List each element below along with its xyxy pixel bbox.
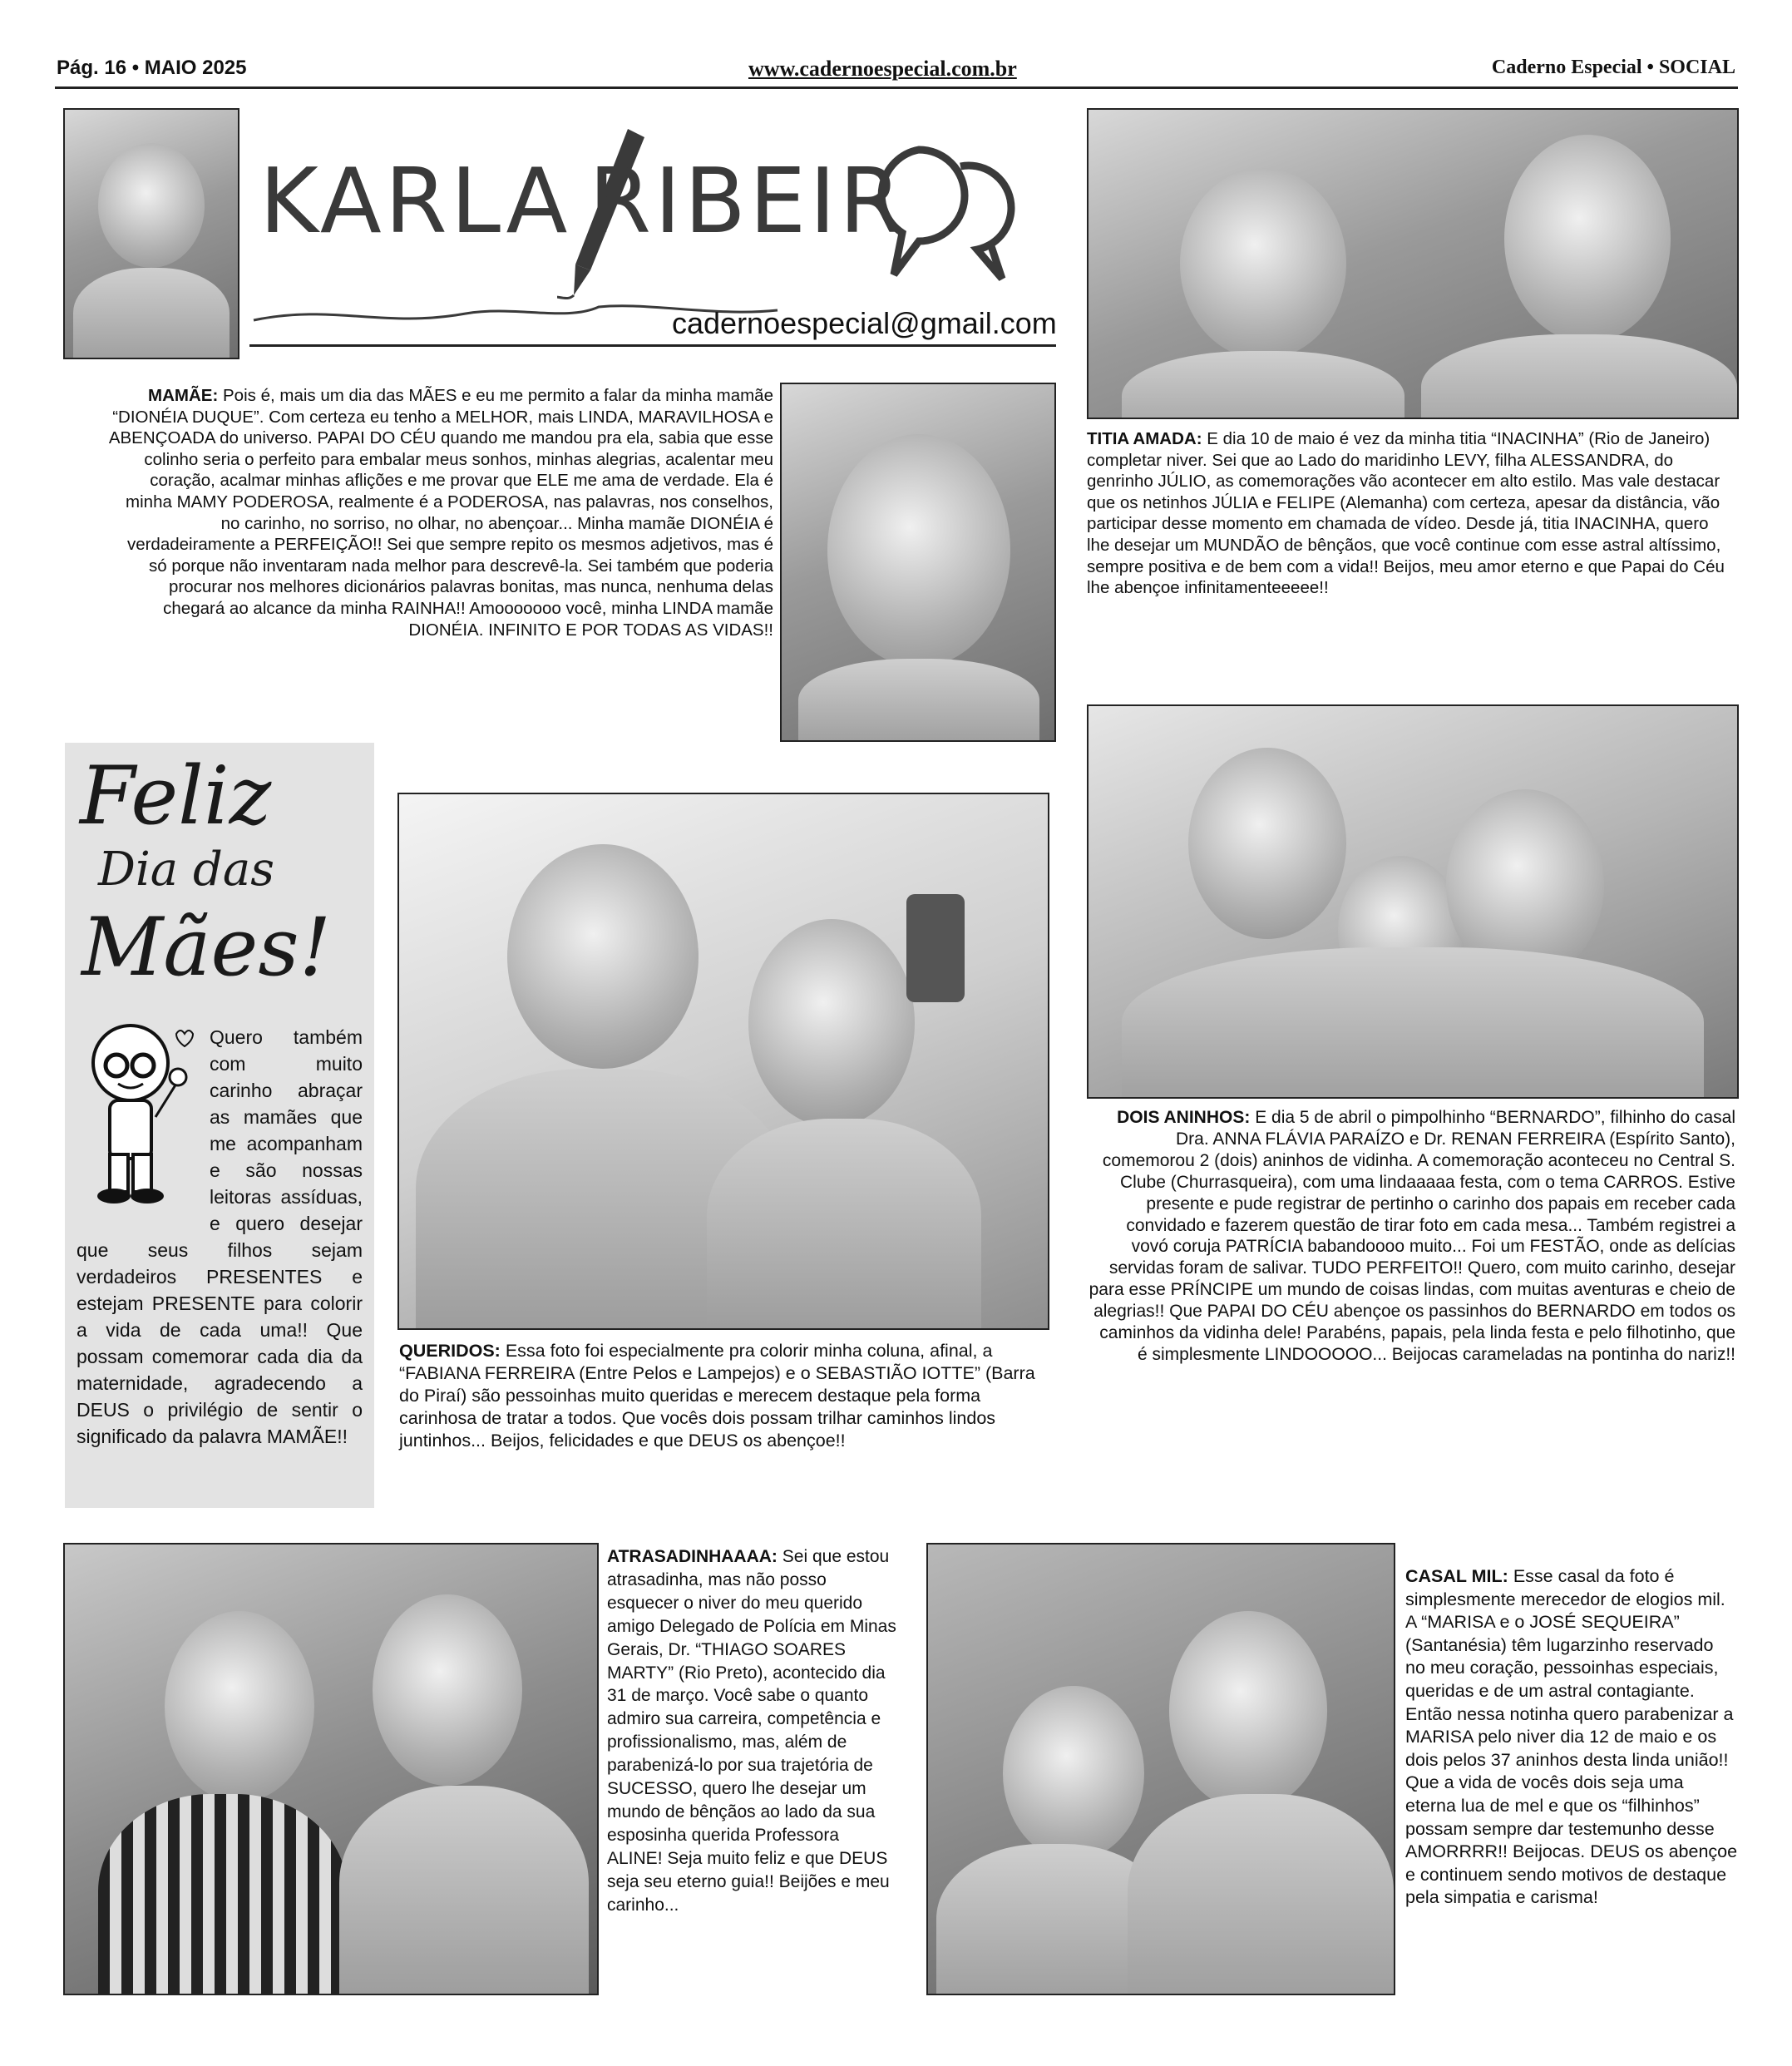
story-dois-text: E dia 5 de abril o pimpolhinho “BERNARDO”, filhinho do casal Dra. ANNA FLÁVIA PARAÍZO e Dr. RENAN FERREIRA (Espírito Santo), comemorou 2 (dois) aninhos de vidinha. A comemoração aconteceu no Central S. Clube (Churrasqueira), com uma lindaaaaa festa, com o tema CARROS. Estive presente e pude registrar de pertinho o carinho dos papais em receber cada convidado e fazerem questão de tirar foto em cada mesa... Também registrei a vovó coruja PATRÍCIA babandoooo muito... Foi um FESTÃO, onde as delícias servidas foram de salivar. TUDO PERFEITO!! Quero, com muito carinho, desejar para esse PRÍNCIPE um mundo de coisas lindas, com muitas aventuras e cheio de alegrias!! Que PAPAI DO CÉU abençoe os passinhos do BERNARDO em todos os caminhos da vidinha dele! Parabéns, papais, pela linda festa e pelo filhotinho, que é simplesmente LINDOOOOO... Beijocas carameladas na pontinha do nariz!! xyxy=(1089,1108,1735,1364)
story-mamae-title: MAMÃE: xyxy=(148,386,219,405)
story-mamae xyxy=(108,385,773,640)
story-casal-text: Esse casal da foto é simplesmente merecedor de elogios mil. A “MARISA e o JOSÉ SEQUEIRA” (Santanésia) têm lugarzinho reservado no meu coração, pessoinhas especiais, queridas e de um astral contagiante. Então nessa notinha quero parabenizar a MARISA pelo niver dia 12 de maio e os dois pelos 37 aninhos desta linda união!! Que a vida de vocês dois seja uma eterna lua de mel e que os “filhinhos” possam sempre dar testemunho desse AMORRRR!! Beijocas. DEUS os abençoe e continuem sendo motivos de destaque pela simpatia e carisma! xyxy=(1405,1566,1738,1908)
logo-last-name: RIBEIR xyxy=(589,150,906,254)
story-queridos-title: QUERIDOS: xyxy=(399,1341,501,1361)
story-titia-text: E dia 10 de maio é vez da minha titia “INACINHA” (Rio de Janeiro) completar niver. Sei que ao Lado do maridinho LEVY, filha ALESSANDRA, do genrinho JÚLIO, as comemorações vão acontecer em alto estilo. Mas vale destacar que os netinhos JÚLIA e FELIPE (Alemanha) com certeza, apesar da distância, vão participar desse momento em chamada de vídeo. Desde já, titia INACINHA, quero lhe desejar um MUNDÃO de bênçãos, que você continue com esse astral altíssimo, sempre positiva e de bem com a vida!! Beijos, meu amor eterno e que Papai do Céu lhe abençoe infinitamenteeeee!! xyxy=(1087,429,1725,598)
logo-first-name: KARLA xyxy=(259,150,571,254)
feliz-dia-das-maes-box xyxy=(65,743,374,1508)
photo-casal-mil xyxy=(926,1543,1395,1995)
speech-bubble-icon xyxy=(869,133,1019,283)
story-atrasadinha-title: ATRASADINHAAAA: xyxy=(607,1547,778,1566)
story-atrasadinha xyxy=(607,1545,898,1917)
story-casal-mil xyxy=(1405,1565,1738,1910)
story-mamae-text: Pois é, mais um dia das MÃES e eu me permito a falar da minha mamãe “DIONÉIA DUQUE”. Com certeza eu tenho a MELHOR, mais LINDA, MARAVILHOSA e ABENÇOADA do universo. PAPAI DO CÉU quando me mandou pra ela, sabia que esse colinho seria o perfeito para embalar meus sonhos, minhas alegrias, acalentar meu coração, acalmar minhas aflições e me provar que ELE me ama de verdade. Ela é minha MAMY PODEROSA, realmente é a PODEROSA, nas palavras, nos conselhos, no carinho, no sorriso, no olhar, no abençoar... Minha mamãe DIONÉIA é verdadeiramente a PERFEIÇÃO!! Sei que sempre repito os mesmos adjetivos, mas é só porque não inventaram nada melhor para descrevê-la. Sei também que poderia procurar nos melhores dicionários palavras bonitas, mas nunca, nenhuma delas chegará ao alcance da minha RAINHA!! Amooooooo você, minha LINDA mamãe DIONÉIA. INFINITO E POR TODAS AS VIDAS!! xyxy=(108,386,773,640)
feliz-title-line2: Dia das xyxy=(98,843,274,897)
feliz-text: Quero também com muito carinho abraçar as mamães que me acompanham e são nossas leitoras assíduas, e quero desejar que seus filhos sejam verdadeiros PRESENTES e estejam PRESENTE para colorir a vida de cada uma!! Que possam comemorar cada dia da maternidade, agradecendo a DEUS o privilégio de sentir o significado da palavra MAMÃE!! xyxy=(77,1026,363,1447)
story-titia xyxy=(1087,428,1735,599)
story-casal-title: CASAL MIL: xyxy=(1405,1566,1508,1586)
story-titia-title: TITIA AMADA: xyxy=(1087,429,1202,448)
header-rule xyxy=(55,86,1738,89)
photo-atrasadinha xyxy=(63,1543,599,1995)
story-queridos-text: Essa foto foi especialmente pra colorir minha coluna, afinal, a “FABIANA FERREIRA (Entre Pelos e Lampejos) e o SEBASTIÃO IOTTE” (Barra do Piraí) são pessoinhas muito queridas e merecem destaque pela forma carinhosa de tratar a todos. Que vocês dois possam trilhar caminhos lindos juntinhos... Beijos, felicidades e que DEUS os abençoe!! xyxy=(399,1341,1035,1451)
photo-dois-aninhos xyxy=(1087,704,1739,1099)
columnist-photo xyxy=(63,108,239,359)
photo-titia xyxy=(1087,108,1739,419)
feliz-text-wrap xyxy=(77,1024,363,1450)
feliz-title-line1: Feliz xyxy=(80,749,272,843)
website-link[interactable]: www.cadernoespecial.com.br xyxy=(748,57,1017,81)
story-queridos xyxy=(399,1340,1048,1452)
photo-queridos xyxy=(397,793,1049,1330)
story-atrasadinha-text: Sei que estou atrasadinha, mas não posso esquecer o niver do meu querido amigo Delegado de Polícia em Minas Gerais, Dr. “THIAGO SOARES MARTY” (Rio Preto), acontecido dia 31 de março. Você sabe o quanto admiro sua carreira, competência e profissionalismo, mas, além de parabenizá-lo por sua trajetória de SUCESSO, quero lhe desejar um mundo de bênçãos ao lado da sua esposinha querida Professora ALINE! Seja muito feliz e que DEUS seja seu eterno guia!! Beijões e meu carinho... xyxy=(607,1547,896,1915)
story-dois-title: DOIS ANINHOS: xyxy=(1117,1108,1251,1127)
phone-icon xyxy=(906,894,965,1002)
logo-rule xyxy=(249,344,1056,347)
story-dois-aninhos xyxy=(1087,1107,1735,1366)
feliz-title-line3: Mães! xyxy=(81,901,332,994)
page-date: Pág. 16 • MAIO 2025 xyxy=(57,57,247,79)
email-text[interactable]: cadernoespecial@gmail.com xyxy=(672,306,1057,340)
photo-mamae xyxy=(780,383,1056,742)
section-label: Caderno Especial • SOCIAL xyxy=(1491,57,1735,78)
